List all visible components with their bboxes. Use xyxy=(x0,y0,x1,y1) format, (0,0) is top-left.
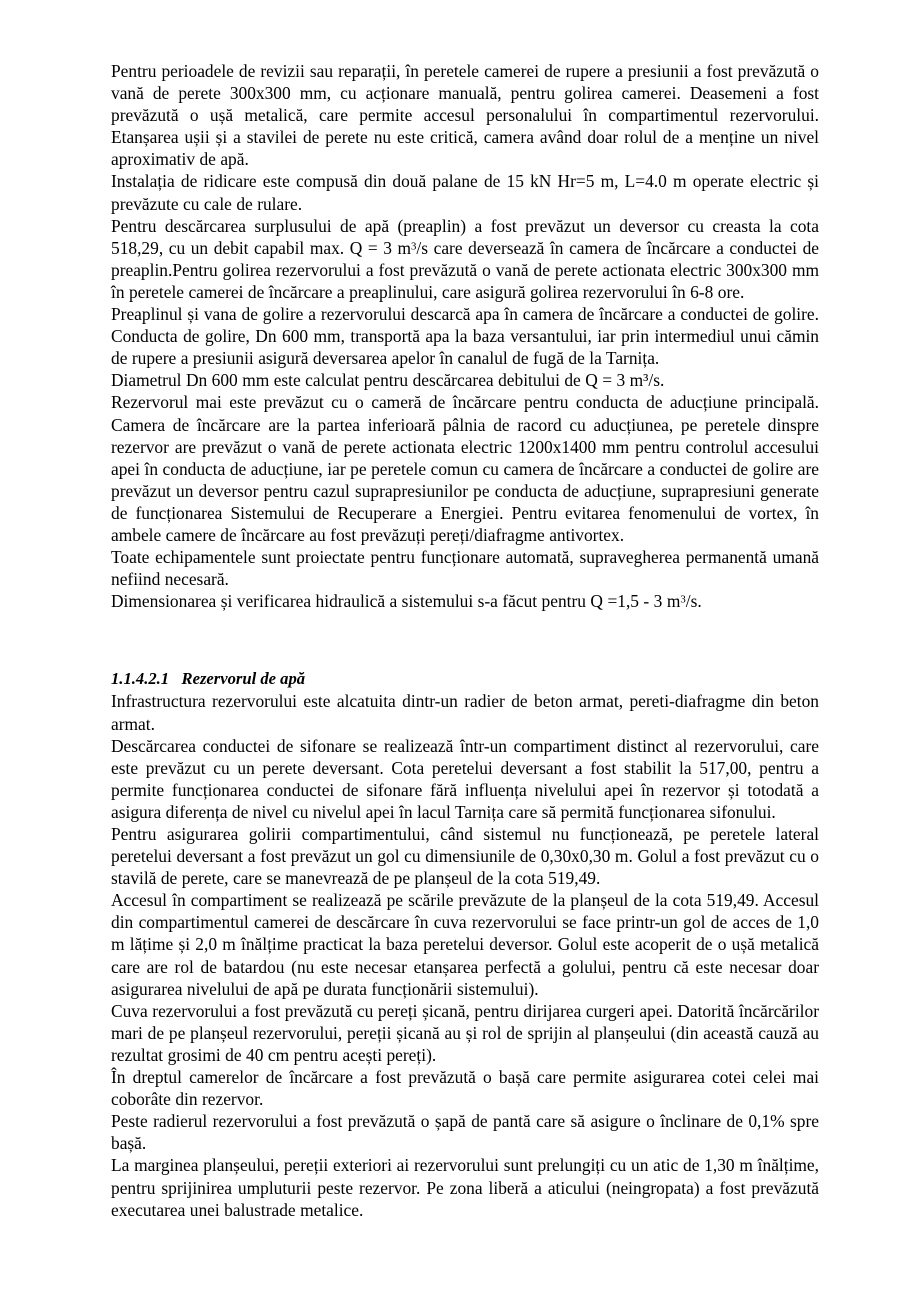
superscript-text: 3 xyxy=(411,240,417,253)
paragraph-text: Pentru asigurarea golirii compartimentului, când sistemul nu funcționează, pe peretele lateral peretelui deversant a fost prevăzut un gol cu dimensiunile de 0,30x0,30 m. Golul a fost prevăzut cu o stavilă de perete, care se manevrează de pe planșeul de la cota 519,49. xyxy=(111,824,819,889)
paragraph-text: Peste radierul rezervorului a fost prevăzută o șapă de pantă care să asigure o înclinare de 0,1% spre bașă. xyxy=(111,1111,819,1154)
paragraph-text: Dimensionarea și verificarea hidraulică a sistemului s-a făcut pentru Q =1,5 - 3 m xyxy=(111,591,681,612)
para-accesul-compartiment xyxy=(111,889,819,999)
heading-number: 1.1.4.2.1 xyxy=(111,669,170,689)
paragraph-text: În dreptul camerelor de încărcare a fost prevăzută o bașă care permite asigurarea cotei celei mai coborâte din rezervor. xyxy=(111,1067,819,1110)
paragraph-text: La marginea planșeului, pereții exteriori ai rezervorului sunt prelungiți cu un atic de 1,30 m înălțime, pentru sprijinirea umpluturii peste rezervor. Pe zona liberă a aticului (neingropata) a fost prevăzută executarea unei balustrade metalice. xyxy=(111,1155,819,1220)
para-dreptul-camerelor xyxy=(111,1066,819,1110)
para-rezervorul-camera-incarcare xyxy=(111,391,819,546)
para-descarcarea-conductei-sifonare xyxy=(111,735,819,823)
paragraph-text: Pentru perioadele de revizii sau reparații, în peretele camerei de rupere a presiunii a fost prevăzută o vană de perete 300x300 mm, cu acționare manuală, pentru golirea camerei. Deasemeni a fost prevăzută o ușă metalică, care permite accesul personalului în compartimentul rezervorului. Etanșarea ușii și a stavilei de perete nu este critică, camera având doar rolul de a menține un nivel aproximativ de apă. xyxy=(111,61,819,170)
paragraph-text: Infrastructura rezervorului este alcatuita dintr-un radier de beton armat, pereti-diafragme din beton armat. xyxy=(111,691,819,734)
paragraph-text: Rezervorul mai este prevăzut cu o cameră de încărcare pentru conducta de aducțiune principală. Camera de încărcare are la partea inferioară pâlnia de racord cu aducțiunea, pe peretele dinspre rezervor are prevăzut o vană de perete actionata electric 1200x1400 mm pentru controlul accesului apei în conducta de aducțiune, iar pe peretele comun cu camera de încărcare a conductei de golire are prevăzut un deversor pentru cazul suprapresiunilor pe conducta de aducțiune, suprapresiuni generate de funcționarea Sistemului de Recuperare a Energiei. Pentru evitarea fenomenului de vortex, în ambele camere de încărcare au fost prevăzuți pereți/diafragme antivortex. xyxy=(111,392,819,545)
para-instalatia-ridicare xyxy=(111,170,819,214)
paragraph-text: Diametrul Dn 600 mm este calculat pentru descărcarea debitului de Q = 3 m³/s. xyxy=(111,370,665,391)
para-asigurarea-golirii xyxy=(111,823,819,889)
text-column xyxy=(111,60,819,1221)
paragraph-text: Cuva rezervorului a fost prevăzută cu pereți șicană, pentru dirijarea curgeri apei. Datorită încărcărilor mari de pe planșeul rezervorului, pereții șicană au și rol de sprijin al planșeului (din această cauză au rezultat grosimi de 40 cm pentru acești pereți). xyxy=(111,1000,819,1065)
para-preaplinul-vana xyxy=(111,303,819,369)
para-peste-radierul xyxy=(111,1110,819,1154)
paragraph-text: Preaplinul și vana de golire a rezervorului descarcă apa în camera de încărcare a conductei de golire. Conducta de golire, Dn 600 mm, transportă apa la baza versantului, iar prin intermediul unui cămin de rupere a presiunii asigură deversarea apelor în canalul de fugă de la Tarnița. xyxy=(111,304,819,369)
heading-gap xyxy=(169,669,181,688)
para-cuva-rezervorului xyxy=(111,1000,819,1066)
para-toate-echipamentele xyxy=(111,546,819,590)
para-diametrul-dn600 xyxy=(111,369,819,391)
section-spacer xyxy=(111,612,819,668)
para-marginea-planseului xyxy=(111,1154,819,1220)
para-infrastructura-rezervorului xyxy=(111,690,819,734)
heading-title: Rezervorul de apă xyxy=(181,669,306,689)
paragraph-text: Pentru descărcarea surplusului de apă (preaplin) a fost prevăzut un deversor cu creasta la cota 518,29, cu un debit capabil max. Q = 3 m xyxy=(111,215,819,258)
paragraph-text: Descărcarea conductei de sifonare se realizează într-un compartiment distinct al rezervorului, care este prevăzut cu un perete deversant. Cota peretelui deversant a fost stabilit la 517,00, pentru a permite funcționarea conductei de sifonare fără influența nivelului apei în rezervor și totodată a asigura diferența de nivel cu nivelul apei în lacul Tarnița care să permită funcționarea sifonului. xyxy=(111,735,819,822)
para-perioade-revizii xyxy=(111,60,819,170)
para-descarcarea-surplus xyxy=(111,215,819,303)
heading-rezervorul-de-apa xyxy=(111,668,819,690)
para-dimensionarea-verificarea xyxy=(111,590,819,612)
paragraph-text: Instalația de ridicare este compusă din două palane de 15 kN Hr=5 m, L=4.0 m operate electric și prevăzute cu cale de rulare. xyxy=(111,171,819,214)
superscript-text: 3 xyxy=(680,593,686,606)
paragraph-text: Toate echipamentele sunt proiectate pentru funcționare automată, supravegherea permanentă umană nefiind necesară. xyxy=(111,547,819,590)
paragraph-text: /s. xyxy=(685,591,702,612)
paragraph-text: Accesul în compartiment se realizează pe scările prevăzute de la planșeul de la cota 519,49. Accesul din compartimentul camerei de descărcare în cuva rezervorului se face printr-un gol de acces de 1,0 m lățime și 2,0 m înălțime practicat la baza peretelui deversor. Golul este acoperit de o ușă metalică care are rol de batardou (nu este necesar etanșarea perfectă a golului, pentru că este necesar doar asigurarea nivelului de apă pe durata funcționării sistemului). xyxy=(111,890,819,999)
paragraph-text: /s care deversează în camera de încărcare a conductei de preaplin.Pentru golirea rezervorului a fost prevăzută o vană de perete actionata electric 300x300 mm în peretele camerei de încărcare a preaplinului, care asigură golirea rezervorului în 6-8 ore. xyxy=(111,237,819,302)
